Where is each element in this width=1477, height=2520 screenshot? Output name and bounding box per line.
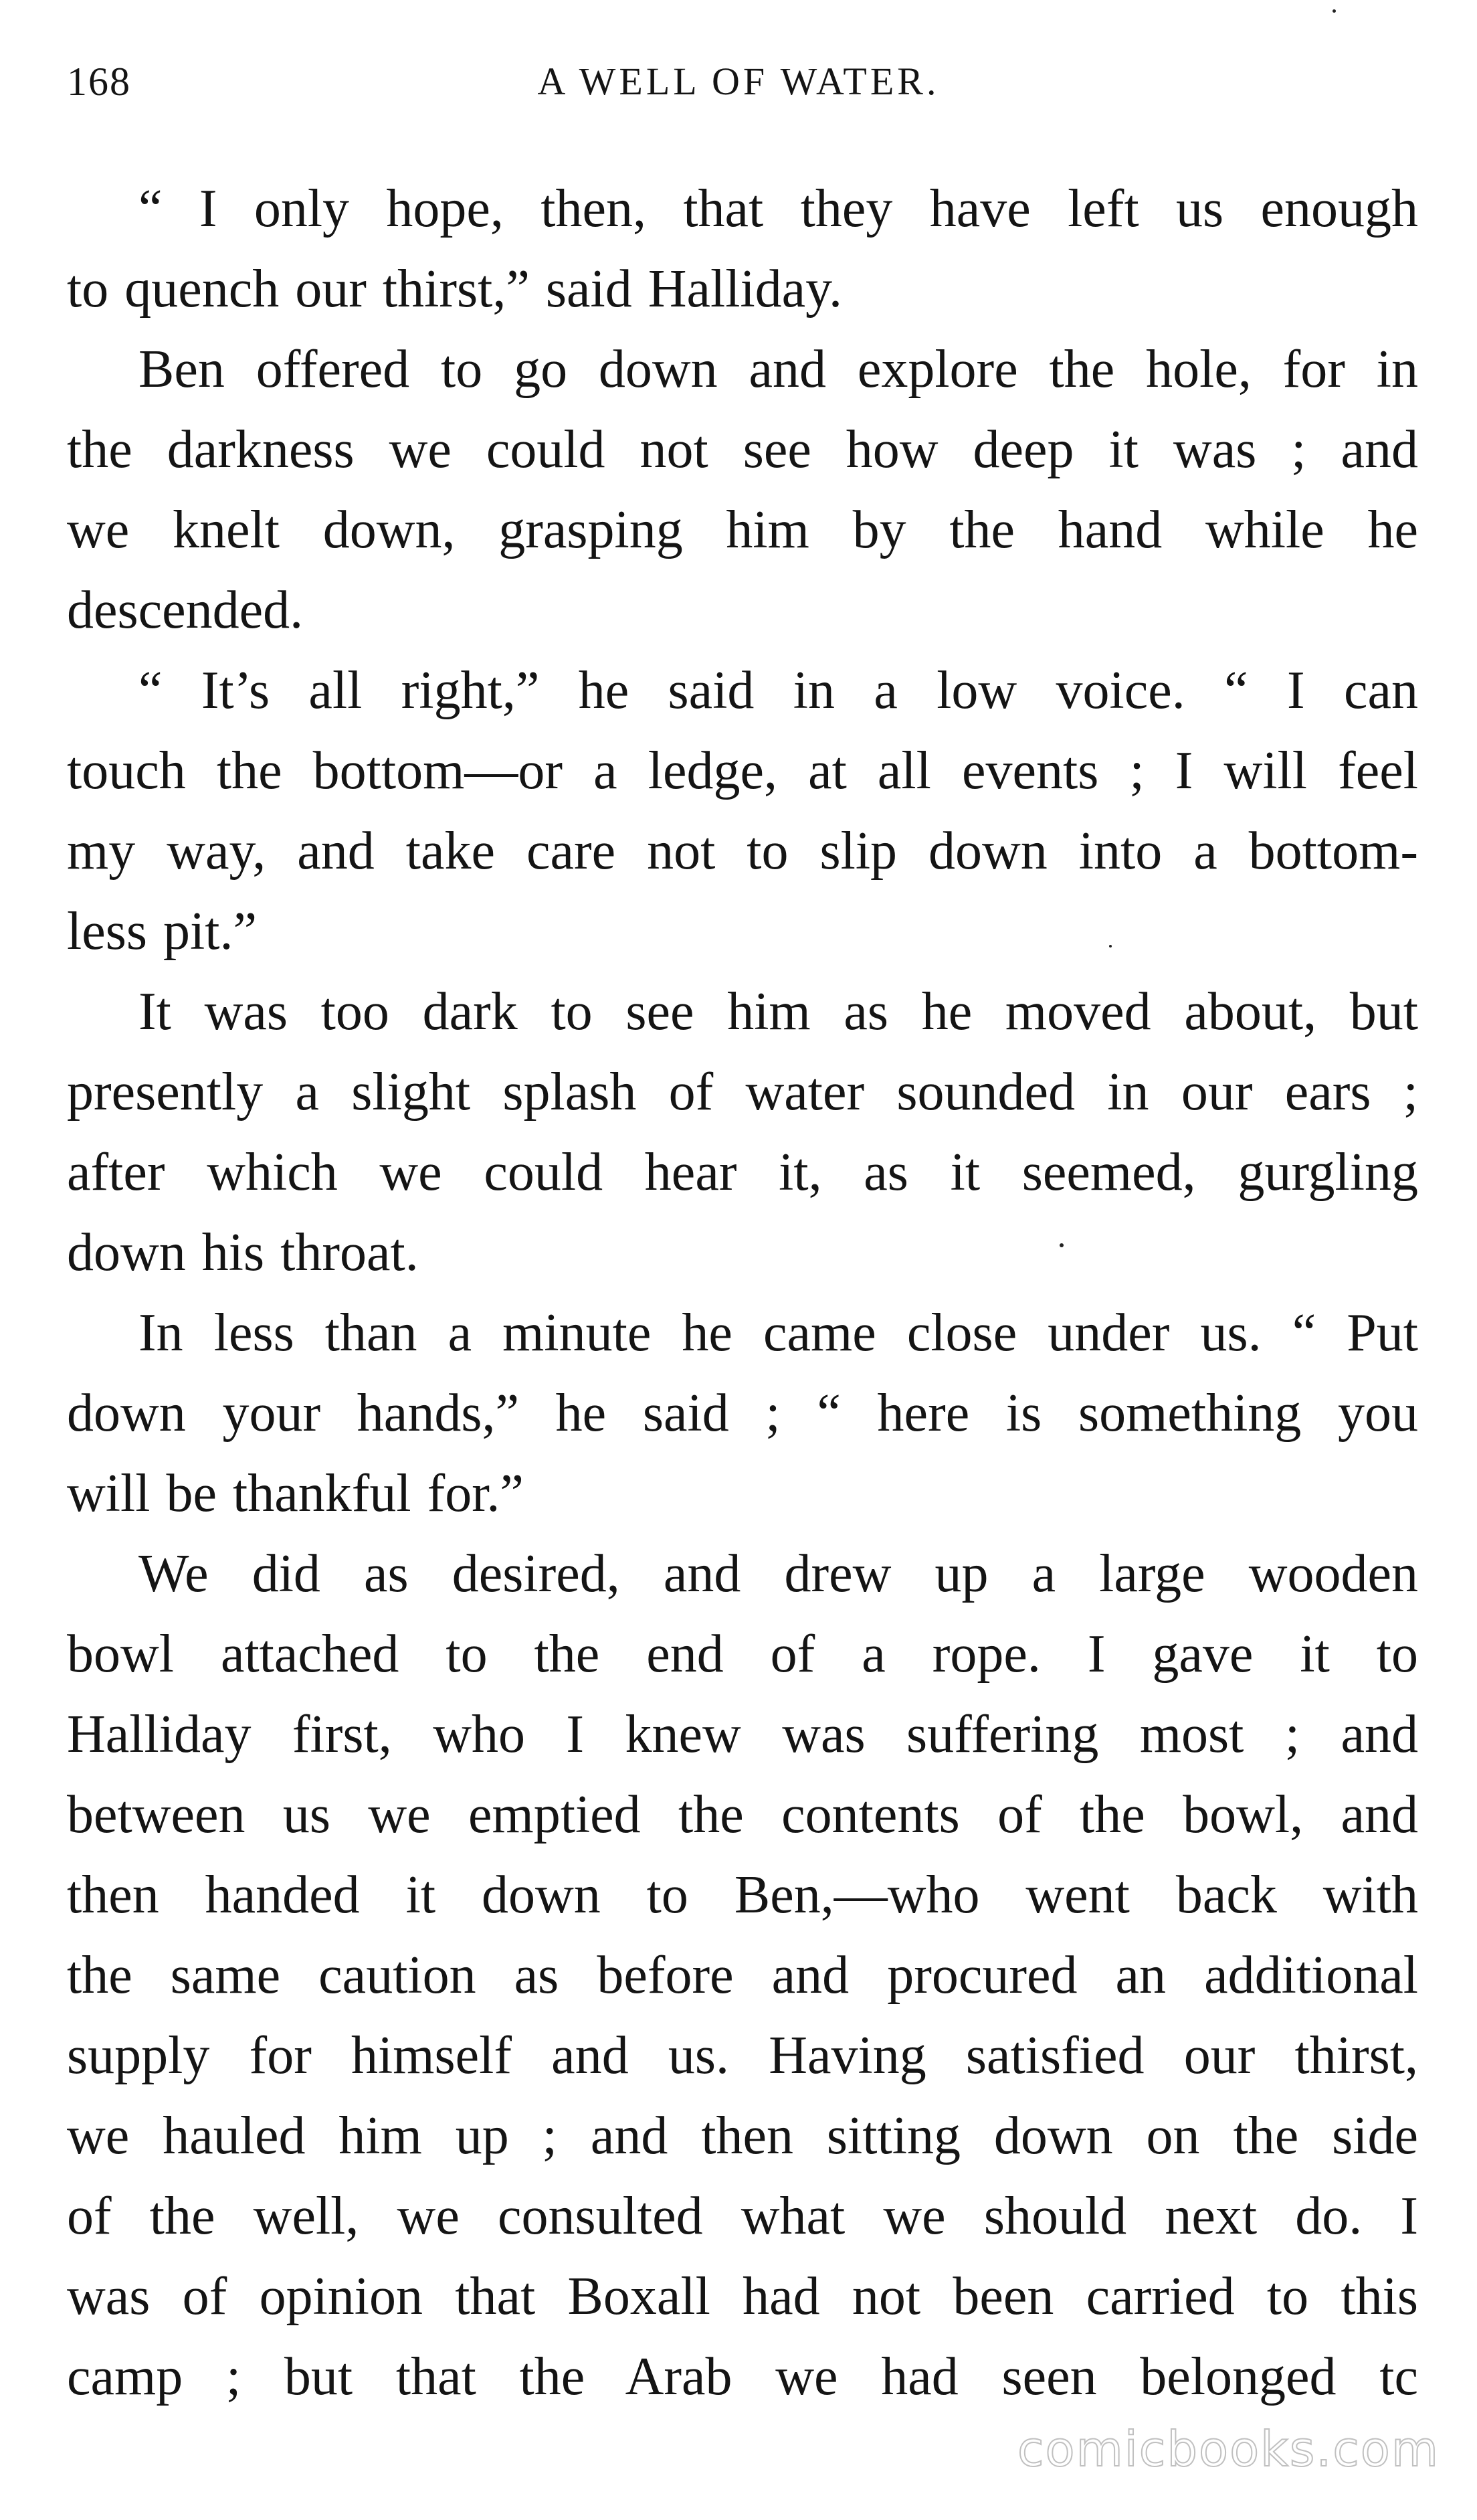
watermark: comicbooks.com (1017, 2421, 1440, 2477)
text-line: to quench our thirst,” said Halliday. (67, 260, 842, 319)
text-line: after which we could hear it, as it seemed, gurgling (67, 1143, 1418, 1202)
text-line: supply for himself and us. Having satisfied our thirst, (67, 2026, 1418, 2085)
text-line: the darkness we could not see how deep it was ; and (67, 420, 1418, 479)
text-line: presently a slight splash of water sounded in our ears ; (67, 1063, 1418, 1121)
text-line: will be thankful for.” (67, 1464, 524, 1523)
text-line: we knelt down, grasping him by the hand while he (67, 501, 1418, 559)
text-line: we hauled him up ; and then sitting down on the side (67, 2106, 1418, 2165)
print-speck (1109, 945, 1112, 948)
print-speck (1060, 1243, 1064, 1247)
text-line: camp ; but that the Arab we had seen belonged tc (67, 2347, 1418, 2406)
text-line: It was too dark to see him as he moved about, but (138, 982, 1418, 1041)
body-text (67, 169, 1418, 2417)
text-line: my way, and take care not to slip down into a bottom- (67, 822, 1418, 881)
text-line: In less than a minute he came close under us. “ Put (138, 1303, 1418, 1362)
page-number: 168 (67, 60, 131, 104)
text-line: bowl attached to the end of a rope. I gave it to (67, 1625, 1418, 1684)
text-line: We did as desired, and drew up a large wooden (138, 1544, 1418, 1603)
text-line: touch the bottom—or a ledge, at all events ; I will feel (67, 741, 1418, 800)
text-line: then handed it down to Ben,—who went back with (67, 1866, 1418, 1924)
text-line: down your hands,” he said ; “ here is something you (67, 1384, 1418, 1443)
text-line: down his throat. (67, 1223, 419, 1282)
print-speck (1333, 9, 1336, 13)
text-line: Ben offered to go down and explore the hole, for in (138, 340, 1418, 399)
text-line: less pit.” (67, 902, 257, 961)
page-header (0, 47, 1477, 120)
text-line: descended. (67, 581, 304, 640)
text-line: “ It’s all right,” he said in a low voice. “ I can (138, 661, 1418, 720)
text-line: of the well, we consulted what we should next do. I (67, 2187, 1418, 2246)
running-title: A WELL OF WATER. (537, 60, 940, 103)
text-line: Halliday first, who I knew was suffering most ; and (67, 1705, 1418, 1764)
text-line: between us we emptied the contents of the bowl, and (67, 1785, 1418, 1844)
text-line: “ I only hope, then, that they have left us enough (138, 179, 1418, 238)
text-line: was of opinion that Boxall had not been carried to this (67, 2267, 1418, 2326)
text-line: the same caution as before and procured an additional (67, 1946, 1418, 2005)
